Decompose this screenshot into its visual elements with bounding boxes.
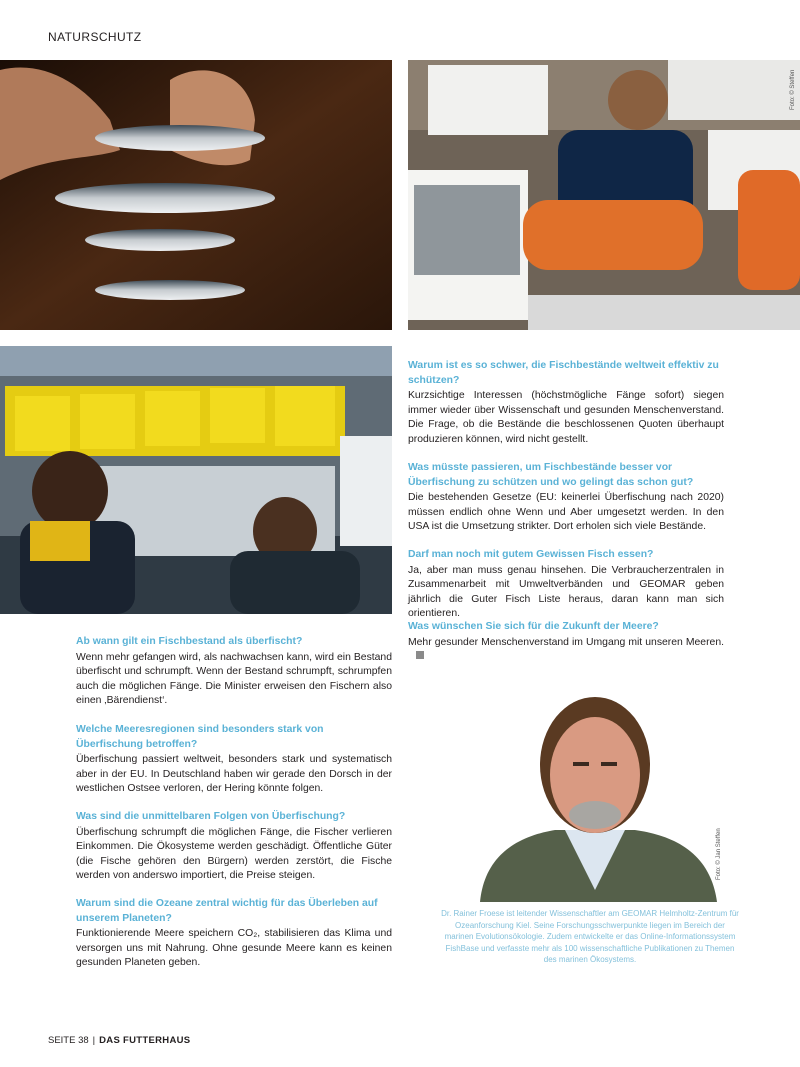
page-number: SEITE 38 xyxy=(48,1035,89,1046)
photo-credit-crate: Foto: © Steffen xyxy=(790,69,796,110)
answer-text: Mehr gesunder Menschenverstand im Umgang mit unseren Meeren. xyxy=(408,636,724,648)
qa-block xyxy=(408,461,724,535)
footer-separator: | xyxy=(92,1035,96,1046)
question: Ab wann gilt ein Fischbestand als überfischt? xyxy=(76,636,303,647)
qa-block xyxy=(76,723,392,797)
qa-block xyxy=(408,548,724,622)
question: Warum ist es so schwer, die Fischbestände weltweit effektiv zu schützen? xyxy=(408,360,719,386)
question: Darf man noch mit gutem Gewissen Fisch essen? xyxy=(408,549,654,560)
portrait-photo xyxy=(455,690,735,902)
lab-photo xyxy=(0,346,392,614)
answer: Überfischung passiert weltweit, besonders stark und systematisch aber in der EU. In Deutschland haben wir gerade den Dorsch in der westlichen Ostsee verloren, der Hering könnte folgen. xyxy=(76,754,392,795)
brand-name: DAS FUTTERHAUS xyxy=(99,1035,191,1046)
answer: Kurzsichtige Interessen (höchstmögliche Fänge sofort) siegen immer wieder über Wissenschaft und gesunden Menschenverstand. Die Frage, ob die Bestände die beschlossenen Quoten überhaupt produzieren können, wird nicht gestellt. xyxy=(408,390,724,445)
fish-crate-photo xyxy=(408,60,800,330)
qa-block xyxy=(408,359,724,448)
question: Was müsste passieren, um Fischbestände besser vor Überfischung zu schützen und wo gelingt das schon gut? xyxy=(408,462,694,488)
answer: Wenn mehr gefangen wird, als nachwachsen kann, wird ein Bestand überfischt und schrumpft. Wenn der Bestand schrumpft, schrumpfen auch die möglichen Fänge. Die Minister erweisen den Fischern also einen ‚Bärendienst‘. xyxy=(76,651,392,707)
answer: Funktionierende Meere speichern CO₂, stabilisieren das Klima und versorgen uns mit Nahrung. Ohne gesunde Meere kann es keinen gesunden Planeten geben. xyxy=(76,928,392,969)
question: Was sind die unmittelbaren Folgen von Überfischung? xyxy=(76,811,346,822)
section-label: NATURSCHUTZ xyxy=(48,30,142,44)
herring-photo xyxy=(0,60,392,330)
end-mark-icon xyxy=(416,651,424,659)
question: Was wünschen Sie sich für die Zukunft der Meere? xyxy=(408,621,659,632)
answer: Ja, aber man muss genau hinsehen. Die Verbraucherzentralen in Zusammenarbeit mit Umweltverbänden und GEOMAR geben jährlich die Guter Fisch Liste heraus, daran kann man sich orientieren. xyxy=(408,564,724,620)
portrait-caption: Dr. Rainer Froese ist leitender Wissenschaftler am GEOMAR Helmholtz-Zentrum für Ozeanforschung Kiel. Seine Forschungsschwerpunkte liegen im Bereich der marinen Evolutionsökologie. Zudem entwickelte er das Online-Informationssystem FishBase und verfasste mehr als 100 wissenschaftliche Publikationen zu Themen des marinen Ökosystems. xyxy=(441,909,739,965)
qa-block xyxy=(76,635,392,709)
qa-block xyxy=(408,620,724,665)
answer: Überfischung schrumpft die möglichen Fänge, die Fischer verlieren Einkommen. Die Ökosysteme werden geschädigt. Öffentliche Güter (die Fische gehören den Bürgern) werden zerstört, die Fische werden von anderswo importiert, die Preise steigen. xyxy=(76,826,392,882)
qa-block xyxy=(76,897,392,971)
answer: Die bestehenden Gesetze (EU: keinerlei Überfischung nach 2020) müssen endlich ohne Wenn und Aber umgesetzt werden. In den USA ist die Umsetzung strikter. Dort erholen sich viele Bestände. xyxy=(408,492,724,533)
question: Welche Meeresregionen sind besonders stark von Überfischung betroffen? xyxy=(76,724,324,750)
page-footer xyxy=(48,1035,190,1046)
answer xyxy=(408,636,724,665)
qa-block xyxy=(76,810,392,884)
question: Warum sind die Ozeane zentral wichtig für das Überleben auf unserem Planeten? xyxy=(76,898,378,924)
photo-credit-portrait: Foto: © Jan Steffen xyxy=(716,828,722,880)
